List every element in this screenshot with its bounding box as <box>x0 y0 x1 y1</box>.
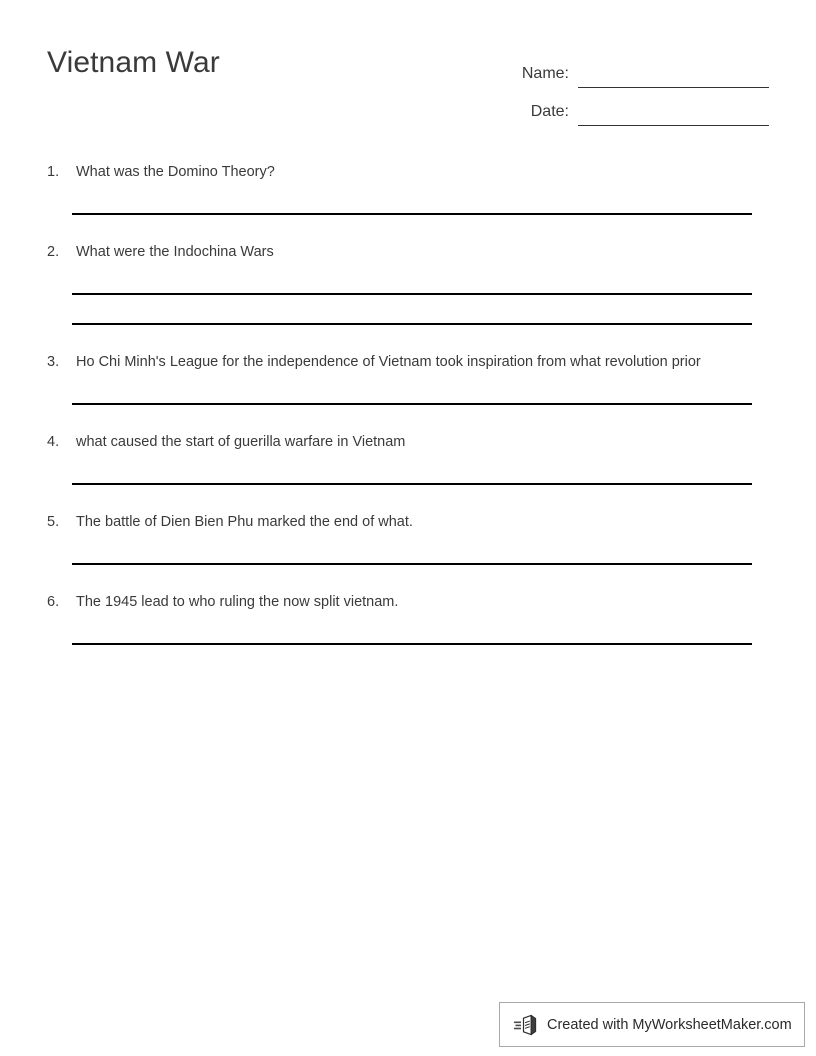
question-number: 2. <box>47 244 60 260</box>
question-item <box>47 591 769 645</box>
question-number: 3. <box>47 354 60 370</box>
question-item <box>47 511 769 565</box>
answer-area <box>72 455 752 485</box>
question-item <box>47 431 769 485</box>
question-number: 4. <box>47 434 60 450</box>
question-row <box>47 351 769 375</box>
student-info-fields <box>499 50 769 126</box>
question-text: what caused the start of guerilla warfare in Vietnam <box>76 434 406 450</box>
answer-area <box>72 185 752 215</box>
spacer <box>47 405 769 431</box>
spacer <box>47 325 769 351</box>
spacer <box>47 565 769 591</box>
name-field-input[interactable] <box>578 64 769 88</box>
spacer <box>47 485 769 511</box>
question-item <box>47 161 769 215</box>
answer-line[interactable] <box>72 615 752 645</box>
question-row <box>47 591 769 615</box>
question-item <box>47 241 769 325</box>
question-list <box>47 161 769 645</box>
answer-line[interactable] <box>72 295 752 325</box>
answer-line[interactable] <box>72 455 752 485</box>
question-text: The 1945 lead to who ruling the now split vietnam. <box>76 594 399 610</box>
question-number: 1. <box>47 164 60 180</box>
created-with-badge[interactable] <box>499 1002 805 1047</box>
answer-area <box>72 375 752 405</box>
name-field-label: Name: <box>521 65 569 82</box>
worksheet-header <box>47 44 769 124</box>
answer-area <box>72 535 752 565</box>
question-text: What were the Indochina Wars <box>76 244 274 260</box>
answer-area <box>72 265 752 325</box>
question-row <box>47 161 769 185</box>
question-item <box>47 351 769 405</box>
badge-label: Created with MyWorksheetMaker.com <box>547 1016 792 1033</box>
question-row <box>47 241 769 265</box>
question-number: 5. <box>47 514 60 530</box>
date-field-input[interactable] <box>578 102 769 126</box>
question-row <box>47 431 769 455</box>
date-field-row <box>499 88 769 126</box>
question-number: 6. <box>47 594 60 610</box>
answer-line[interactable] <box>72 375 752 405</box>
answer-line[interactable] <box>72 185 752 215</box>
answer-line[interactable] <box>72 265 752 295</box>
question-text: What was the Domino Theory? <box>76 164 275 180</box>
spacer <box>47 215 769 241</box>
question-text: The battle of Dien Bien Phu marked the end of what. <box>76 514 413 530</box>
date-field-label: Date: <box>530 103 569 120</box>
worksheet-maker-logo-icon <box>514 1013 540 1037</box>
question-row <box>47 511 769 535</box>
name-field-row <box>499 50 769 88</box>
answer-area <box>72 615 752 645</box>
page-title: Vietnam War <box>47 46 220 79</box>
question-text: Ho Chi Minh's League for the independence of Vietnam took inspiration from what revolution prior <box>76 354 701 370</box>
answer-line[interactable] <box>72 535 752 565</box>
